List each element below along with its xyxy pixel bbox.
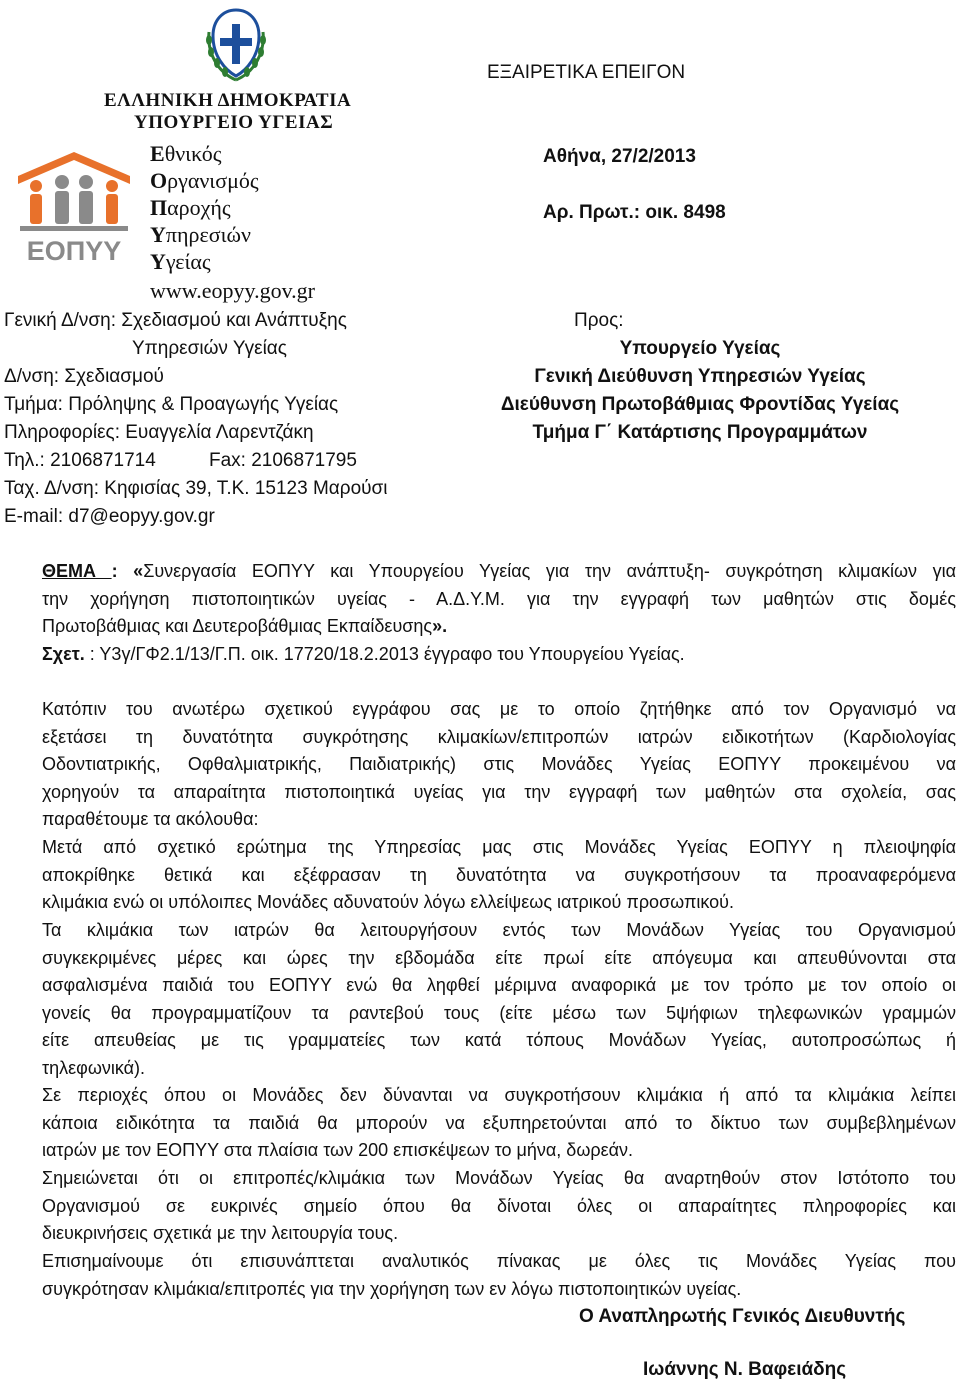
org-line-3: Παροχής xyxy=(150,195,231,220)
sender-general-directorate-cont: Υπηρεσιών Υγείας xyxy=(132,338,287,359)
subject-label: ΘΕΜΑ xyxy=(42,561,112,581)
sender-phone: Τηλ.: 2106871714 xyxy=(4,450,156,471)
document-date: Αθήνα, 27/2/2013 xyxy=(543,146,696,167)
eopyy-logo-icon xyxy=(14,148,134,266)
org-line-2: Οργανισμός xyxy=(150,168,259,193)
republic-heading: ΕΛΛΗΝΙΚΗ ΔΗΜΟΚΡΑΤΙΑ xyxy=(104,90,352,111)
recipient-block xyxy=(474,335,926,447)
greek-coat-of-arms-icon xyxy=(203,6,269,84)
subject-line-1: ΘΕΜΑ : «Συνεργασία ΕΟΠΥΥ και Υπουργείου Υγείας για την ανάπτυξη- συγκρότηση κλιμακίων για xyxy=(42,561,956,581)
recipient-line: Διεύθυνση Πρωτοβάθμιας Φροντίδας Υγείας xyxy=(500,394,900,415)
subject-line-3: Πρωτοβάθμιας και Δευτεροβάθμιας Εκπαίδευσης». xyxy=(42,616,448,636)
sender-general-directorate: Γενική Δ/νση: Σχεδιασμού και Ανάπτυξης xyxy=(4,310,347,331)
recipient-line: Υπουργείο Υγείας xyxy=(619,338,781,359)
sender-directorate: Δ/νση: Σχεδιασμού xyxy=(4,366,164,387)
recipient-line: Τμήμα Γ΄ Κατάρτισης Προγραμμάτων xyxy=(532,422,868,443)
sender-email: E-mail: d7@eopyy.gov.gr xyxy=(4,506,215,527)
sender-department: Τμήμα: Πρόληψης & Προαγωγής Υγείας xyxy=(4,394,339,415)
subject-line-2: την χορήγηση πιστοποιητικών υγείας - Α.Δ.Υ.Μ. για την εγγραφή των μαθητών στις δομές xyxy=(42,588,956,609)
website-url: www.eopyy.gov.gr xyxy=(150,278,315,303)
org-line-4: Υπηρεσιών xyxy=(150,222,251,247)
recipient-label: Προς: xyxy=(574,310,624,331)
ministry-heading: ΥΠΟΥΡΓΕΙΟ ΥΓΕΙΑΣ xyxy=(134,112,334,133)
subject-reference: Σχετ. : Υ3γ/ΓΦ2.1/13/Γ.Π. οικ. 17720/18.2.2013 έγγραφο του Υπουργείου Υγείας. xyxy=(42,643,685,664)
subject-block xyxy=(42,558,956,668)
body-paragraph-1: Κατόπιν του ανωτέρω σχετικού εγγράφου σας με το οποίο ζητήθηκε από τον Οργανισμό να εξετάσει τη δυνατότητα συγκρότησης κλιμακίων/επιτροπών ιατρών ειδικοτήτων (Καρδιολογίας Οδοντιατρικής, Οφθαλμιατρικής, Παιδιατρικής) στις Μονάδες Υγείας ΕΟΠΥΥ προκειμένου να χορηγούν τα απαραίτητα πιστοποιητικά υγείας για την εγγραφή των μαθητών στα σχολεία, σας παραθέτουμε τα ακόλουθα: xyxy=(42,699,956,829)
sender-address: Ταχ. Δ/νση: Κηφισίας 39, Τ.Κ. 15123 Μαρούσι xyxy=(4,478,388,499)
body-paragraph-3: Τα κλιμάκια των ιατρών θα λειτουργήσουν εντός των Μονάδων Υγείας του Οργανισμού συγκεκριμένες μέρες και ώρες την εβδομάδα είτε πρωί είτε απόγευμα και απευθύνονται στα ασφαλισμένα παιδιά του ΕΟΠΥΥ ενώ θα ληφθεί μέριμνα αναφορικά με τον τρόπο με τον οποίο οι γονείς θα προγραμματίζουν τα ραντεβού τους (είτε μέσω των 5ψήφιων τηλεφωνικών γραμμών είτε απευθείας με τις γραμματείες των κατά τόπους Μονάδων Υγείας, αυτοπροσώπως ή τηλεφωνικά). xyxy=(42,920,956,1078)
body-paragraph-5: Σημειώνεται ότι οι επιτροπές/κλιμάκια των Μονάδων Υγείας θα αναρτηθούν στον Ιστότοπο του Οργανισμού σε ευκρινές σημείο όπου θα δίνοται όλες οι απαραίτητες πληροφορίες και διευκρινήσεις σχετικά με την λειτουργία τους. xyxy=(42,1168,956,1243)
body-paragraph-6: Επισημαίνουμε ότι επισυνάπτεται αναλυτικός πίνακας με όλες τις Μονάδες Υγείας που συγκρότησαν κλιμάκια/επιτροπές για την χορήγηση των εν λόγω πιστοποιητικών υγείας. xyxy=(42,1251,956,1299)
org-line-1: Εθνικός xyxy=(150,141,222,166)
logo-text: ΕΟΠΥΥ xyxy=(26,236,122,266)
urgency-label: ΕΞΑΙΡΕΤΙΚΑ ΕΠΕΙΓΟΝ xyxy=(487,62,686,83)
body-paragraph-2: Μετά από σχετικό ερώτημα της Υπηρεσίας μας στις Μονάδες Υγείας ΕΟΠΥΥ η πλειοψηφία αποκρίθηκε θετικά και εξέφρασαν τη δυνατότητα να συγκροτήσουν τα προαναφερόμενα κλιμάκια ενώ οι υπόλοιπες Μονάδες αδυνατούν λόγω ελλείψεως ιατρικού προσωπικού. xyxy=(42,837,956,912)
body-paragraph-4: Σε περιοχές όπου οι Μονάδες δεν δύνανται να συγκροτήσουν κλιμάκια ή από τα κλιμάκια λείπει κάποια ειδικότητα τα παιδιά θα μπορούν να εξυπηρετούνται από το δίκτυο των συμβεβλημένων ιατρών με τον ΕΟΠΥΥ στα πλαίσια των 200 επισκέψεων το μήνα, δωρεάν. xyxy=(42,1085,956,1160)
protocol-number: Αρ. Πρωτ.: οικ. 8498 xyxy=(543,202,726,223)
signature-name: Ιωάννης Ν. Βαφειάδης xyxy=(643,1359,847,1380)
sender-contact-person: Πληροφορίες: Ευαγγελία Λαρεντζάκη xyxy=(4,422,314,443)
sender-fax: Fax: 2106871795 xyxy=(209,450,357,471)
recipient-line: Γενική Διεύθυνση Υπηρεσιών Υγείας xyxy=(534,366,866,387)
signature-title: Ο Αναπληρωτής Γενικός Διευθυντής xyxy=(579,1306,906,1327)
org-line-5: Υγείας xyxy=(150,249,211,274)
